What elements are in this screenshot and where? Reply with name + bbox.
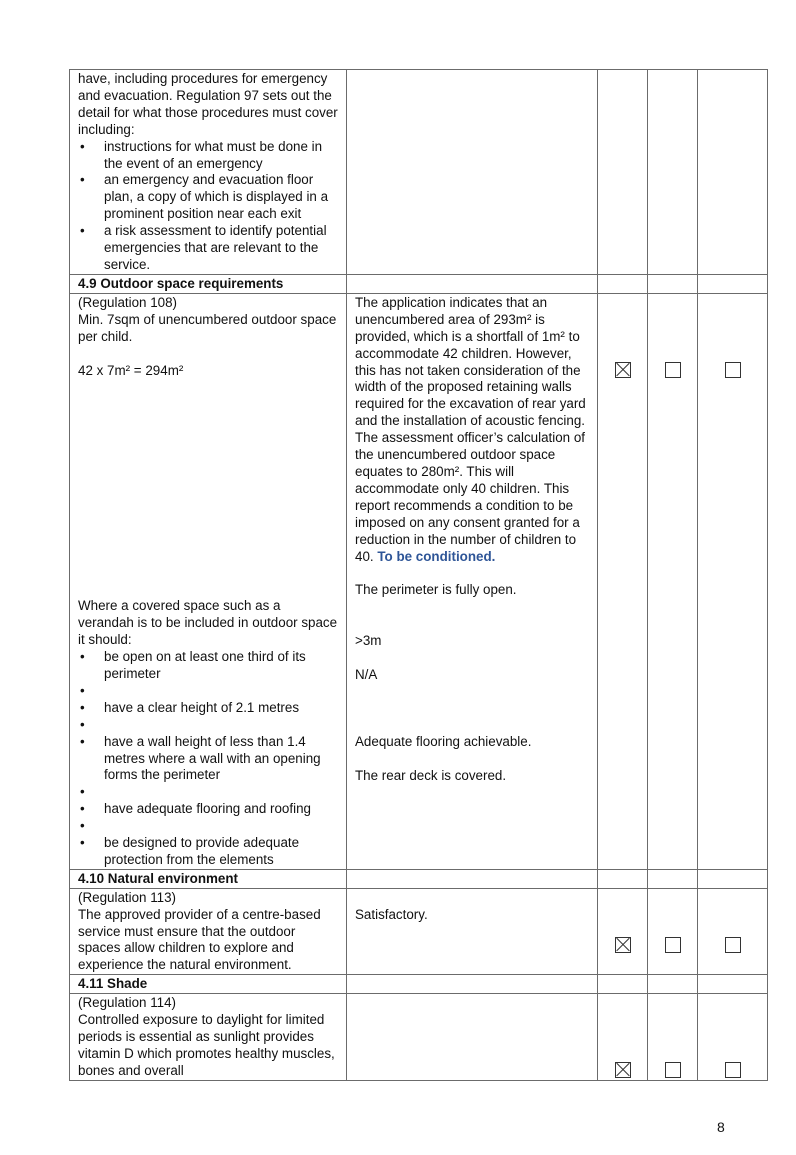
regulation-reference: (Regulation 114) bbox=[78, 995, 177, 1011]
assessment-cell bbox=[347, 994, 598, 1081]
continuation-text: have, including procedures for emergency and evacuation. Regulation 97 sets out the detail for what those procedures must cover including: bbox=[78, 71, 338, 137]
check-cell bbox=[598, 293, 648, 869]
not-applicable-checkbox[interactable] bbox=[725, 1062, 741, 1078]
list-item: • have a wall height of less than 1.4 metres where a wall with an opening forms the perimeter bbox=[78, 734, 338, 785]
requirement-cell bbox=[70, 888, 347, 975]
requirement-text: Min. 7sqm of unencumbered outdoor space per child. bbox=[78, 311, 337, 344]
check-cell bbox=[648, 888, 698, 975]
complies-checkbox[interactable] bbox=[615, 937, 631, 953]
list-item: • instructions for what must be done in the event of an emergency bbox=[78, 139, 338, 173]
calculation-text: 42 x 7m² = 294m² bbox=[78, 362, 184, 378]
assessment-cell bbox=[347, 293, 598, 869]
table-row bbox=[70, 994, 768, 1081]
check-cell bbox=[698, 70, 768, 275]
check-cell bbox=[648, 293, 698, 869]
conditioned-note: To be conditioned. bbox=[377, 548, 496, 564]
assessment-table bbox=[69, 69, 768, 1081]
list-item: • be open on at least one third of its perimeter bbox=[78, 649, 338, 683]
table-row bbox=[70, 888, 768, 975]
check-cell bbox=[598, 994, 648, 1081]
section-heading: 4.10 Natural environment bbox=[70, 869, 347, 888]
assessment-cell bbox=[347, 70, 598, 275]
wall-response: N/A bbox=[355, 666, 378, 682]
requirement-cell bbox=[70, 70, 347, 275]
does-not-comply-checkbox[interactable] bbox=[665, 362, 681, 378]
check-cell bbox=[648, 994, 698, 1081]
check-cell bbox=[598, 70, 648, 275]
not-applicable-checkbox[interactable] bbox=[725, 937, 741, 953]
list-item: • an emergency and evacuation floor plan, a copy of which is displayed in a prominent position near each exit bbox=[78, 172, 338, 223]
regulation-reference: (Regulation 108) bbox=[78, 294, 178, 310]
table-row bbox=[70, 70, 768, 275]
emergency-procedures-list bbox=[78, 139, 338, 274]
check-cell bbox=[698, 994, 768, 1081]
complies-checkbox[interactable] bbox=[615, 1062, 631, 1078]
section-heading: 4.9 Outdoor space requirements bbox=[70, 275, 347, 294]
requirement-text: Controlled exposure to daylight for limited periods is essential as sunlight provides vitamin D which promotes healthy muscles, bones and overall bbox=[78, 1012, 335, 1078]
list-item: • a risk assessment to identify potential emergencies that are relevant to the service. bbox=[78, 223, 338, 274]
verandah-requirements-list bbox=[78, 649, 338, 869]
requirement-text: The approved provider of a centre-based service must ensure that the outdoor spaces allow children to explore and experience the natural environment. bbox=[78, 906, 321, 973]
section-header-row bbox=[70, 975, 768, 994]
check-cell bbox=[698, 888, 768, 975]
section-header-row bbox=[70, 275, 768, 294]
assessment-text: Satisfactory. bbox=[355, 906, 428, 922]
height-response: >3m bbox=[355, 632, 382, 648]
list-item: • be designed to provide adequate protection from the elements bbox=[78, 835, 338, 869]
list-item: • have a clear height of 2.1 metres bbox=[78, 700, 338, 717]
table-row bbox=[70, 293, 768, 869]
does-not-comply-checkbox[interactable] bbox=[665, 1062, 681, 1078]
does-not-comply-checkbox[interactable] bbox=[665, 937, 681, 953]
requirement-cell bbox=[70, 994, 347, 1081]
page-number: 8 bbox=[717, 1119, 725, 1135]
perimeter-response: The perimeter is fully open. bbox=[355, 582, 517, 598]
section-header-row bbox=[70, 869, 768, 888]
check-cell bbox=[698, 293, 768, 869]
complies-checkbox[interactable] bbox=[615, 362, 631, 378]
requirement-cell bbox=[70, 293, 347, 869]
check-cell bbox=[648, 70, 698, 275]
flooring-response: Adequate flooring achievable. bbox=[355, 734, 532, 750]
deck-response: The rear deck is covered. bbox=[355, 768, 507, 784]
section-heading: 4.11 Shade bbox=[70, 975, 347, 994]
assessment-text: The application indicates that an unencumbered area of 293m² is provided, which is a shortfall of 1m² to accommodate 42 children. However, this has not taken consideration of the width of the proposed retaining walls required for the excavation of rear yard and the installation of acoustic fencing. The assessment officer’s calculation of the unencumbered outdoor space equates to 280m². This will accommodate only 40 children. This report recommends a condition to be imposed on any consent granted for a reduction in the number of children to 40. To be conditioned. bbox=[355, 294, 586, 564]
regulation-reference: (Regulation 113) bbox=[78, 889, 177, 905]
list-item: • have adequate flooring and roofing bbox=[78, 801, 338, 818]
assessment-cell bbox=[347, 888, 598, 975]
check-cell bbox=[598, 888, 648, 975]
not-applicable-checkbox[interactable] bbox=[725, 362, 741, 378]
verandah-intro: Where a covered space such as a verandah is to be included in outdoor space it should: bbox=[78, 598, 338, 648]
